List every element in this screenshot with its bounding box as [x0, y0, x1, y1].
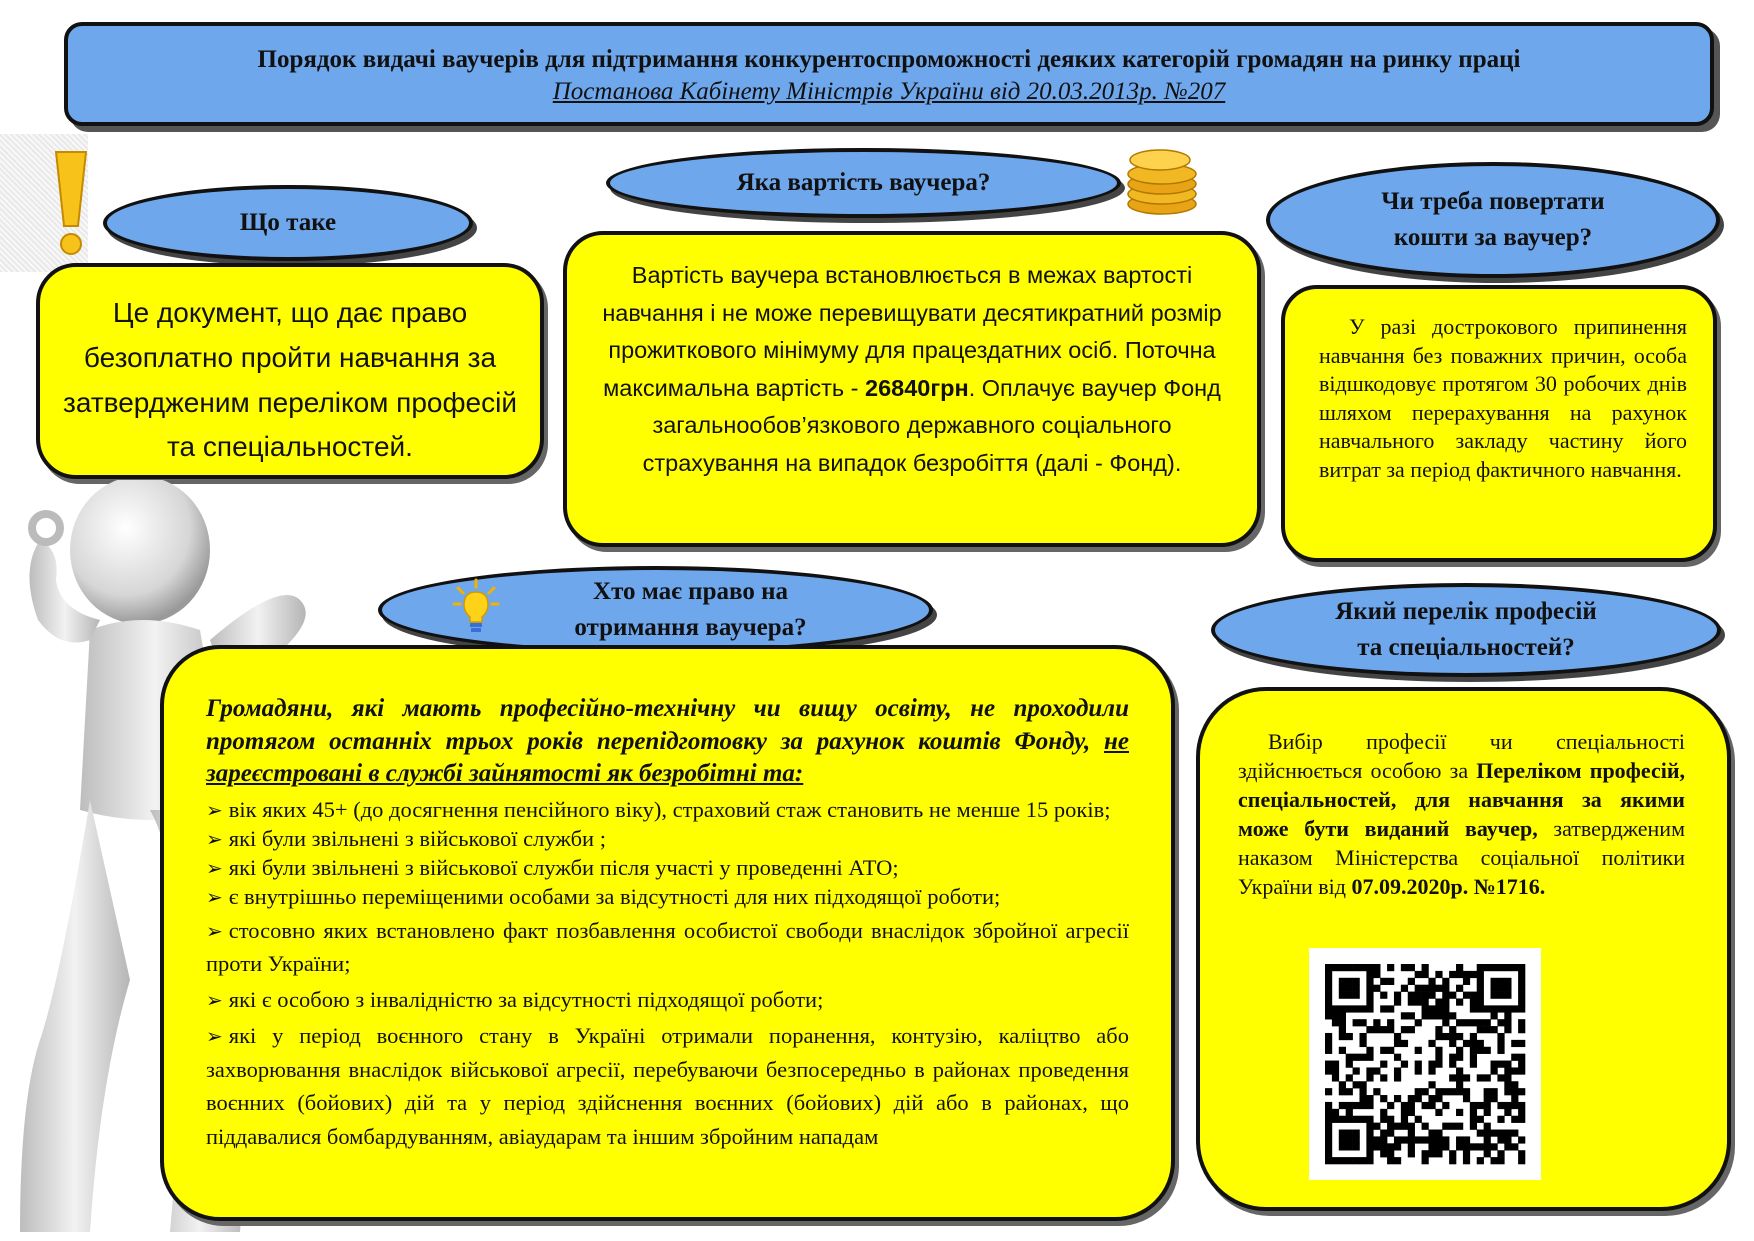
heading-refund-line1: Чи треба повертати: [1381, 187, 1605, 215]
eligible-item: [206, 1019, 1129, 1154]
page-title: Порядок видачі ваучерів для підтримання конкурентоспроможності деяких категорій громадян на ринку праці: [257, 46, 1521, 73]
eligible-item: [206, 853, 1129, 882]
what-text: Це документ, що дає право безоплатно пройти навчання за затвердженим переліком професій та спеціальностей.: [63, 297, 517, 463]
eligible-item-text: які були звільнені з військової служби після участі у проведенні АТО;: [228, 855, 899, 880]
arrow-bullet-icon: ➢: [206, 856, 223, 880]
eligible-item: [206, 882, 1129, 911]
heading-list-line1: Який перелік професій: [1335, 597, 1597, 625]
eligible-item-text: вік яких 45+ (до досягнення пенсійного віку), страховий стаж становить не менше 15 років;: [228, 796, 1111, 822]
list-bold-2: 07.09.2020р. №1716.: [1351, 874, 1546, 900]
list-text-2: затвердженим наказом Міністерства соціальної політики України від: [1238, 816, 1685, 900]
arrow-bullet-icon: ➢: [206, 1023, 223, 1048]
coins-icon: [1114, 140, 1204, 218]
decree-reference: Постанова Кабінету Міністрів України від 20.03.2013р. №207: [552, 78, 1226, 105]
refund-box: [1281, 285, 1717, 562]
list-bold-1: Переліком професій, спеціальностей, для навчання за якими може бути виданий ваучер,: [1238, 758, 1685, 842]
heading-cost: [606, 148, 1121, 218]
eligible-lead: [206, 693, 1129, 791]
heading-cost-label: Яка вартість ваучера?: [736, 168, 991, 196]
exclamation-icon: [50, 148, 92, 256]
arrow-bullet-icon: ➢: [206, 988, 223, 1012]
heading-what-label: Що таке: [239, 208, 337, 236]
heading-eligible-line1: Хто має право на: [593, 577, 788, 605]
eligible-box: [160, 645, 1175, 1221]
eligible-item-text: стосовно яких встановлено факт позбавлення особистої свободи внаслідок збройної агресії проти України;: [206, 917, 1129, 977]
eligible-item: [206, 914, 1129, 982]
heading-eligible-line2: отримання ваучера?: [574, 614, 807, 641]
eligible-lead-text: Громадяни, які мають професійно-технічну чи вищу освіту, не проходили протягом останніх трьох років перепідготовку за рахунок коштів Фонду,: [206, 695, 1129, 755]
cost-amount: 26840грн: [865, 374, 969, 401]
list-text-1: Вибір професії чи спеціальності здійснюється особою за: [1238, 729, 1685, 784]
eligible-item: [206, 983, 1129, 1017]
refund-text: У разі дострокового припинення навчання без поважних причин, особа відшкодовує протягом 30 робочих днів шляхом перерахування на рахунок навчального закладу частину його витрат за період фактичного навчання.: [1319, 314, 1687, 482]
eligible-lead-underlined: не зареєстровані в службі зайнятості як безробітні та:: [206, 727, 1129, 787]
heading-list: [1211, 583, 1721, 677]
cost-box: [563, 231, 1261, 547]
eligible-item: [206, 824, 1129, 853]
eligible-list: [206, 795, 1129, 1154]
heading-refund-line2: кошти за ваучер?: [1393, 224, 1593, 251]
arrow-bullet-icon: ➢: [206, 918, 223, 943]
heading-list-line2: та спеціальностей?: [1357, 634, 1575, 661]
list-text: [1238, 727, 1685, 901]
arrow-bullet-icon: ➢: [206, 885, 223, 910]
eligible-item-text: які є особою з інвалідністю за відсутності підходящої роботи;: [228, 987, 824, 1012]
eligible-item-text: які були звільнені з військової служби ;: [228, 825, 606, 851]
cost-text-2: . Оплачує ваучер Фонд загальнообов’язкового державного соціального страхування на випадок безробіття (далі - Фонд).: [642, 374, 1221, 476]
arrow-bullet-icon: ➢: [206, 797, 223, 822]
lightbulb-icon: [452, 578, 500, 636]
eligible-item-text: є внутрішньо переміщеними особами за відсутності для них підходящої роботи;: [228, 884, 1001, 910]
cost-text-1: Вартість ваучера встановлюється в межах вартості навчання і не може перевищувати десятикратний розмір прожиткового мінімуму для працездатних осіб. Поточна максимальна вартість -: [602, 262, 1222, 401]
what-box: [36, 263, 544, 479]
heading-refund: [1266, 162, 1720, 278]
heading-what: [103, 185, 473, 261]
qr-code[interactable]: [1309, 948, 1541, 1180]
arrow-bullet-icon: ➢: [206, 826, 223, 851]
eligible-item: [206, 795, 1129, 824]
title-banner: [64, 22, 1714, 126]
eligible-item-text: які у період воєнного стану в Україні отримали поранення, контузію, каліцтво або захворювання внаслідок військової агресії, перебуваючи безпосередньо в районах проведення воєнних (бойових) дій та у період здійснення воєнних (бойових) дій або в районах, що піддавалися бомбардуванням, авіаударам та іншим збройним нападам: [206, 1022, 1129, 1149]
